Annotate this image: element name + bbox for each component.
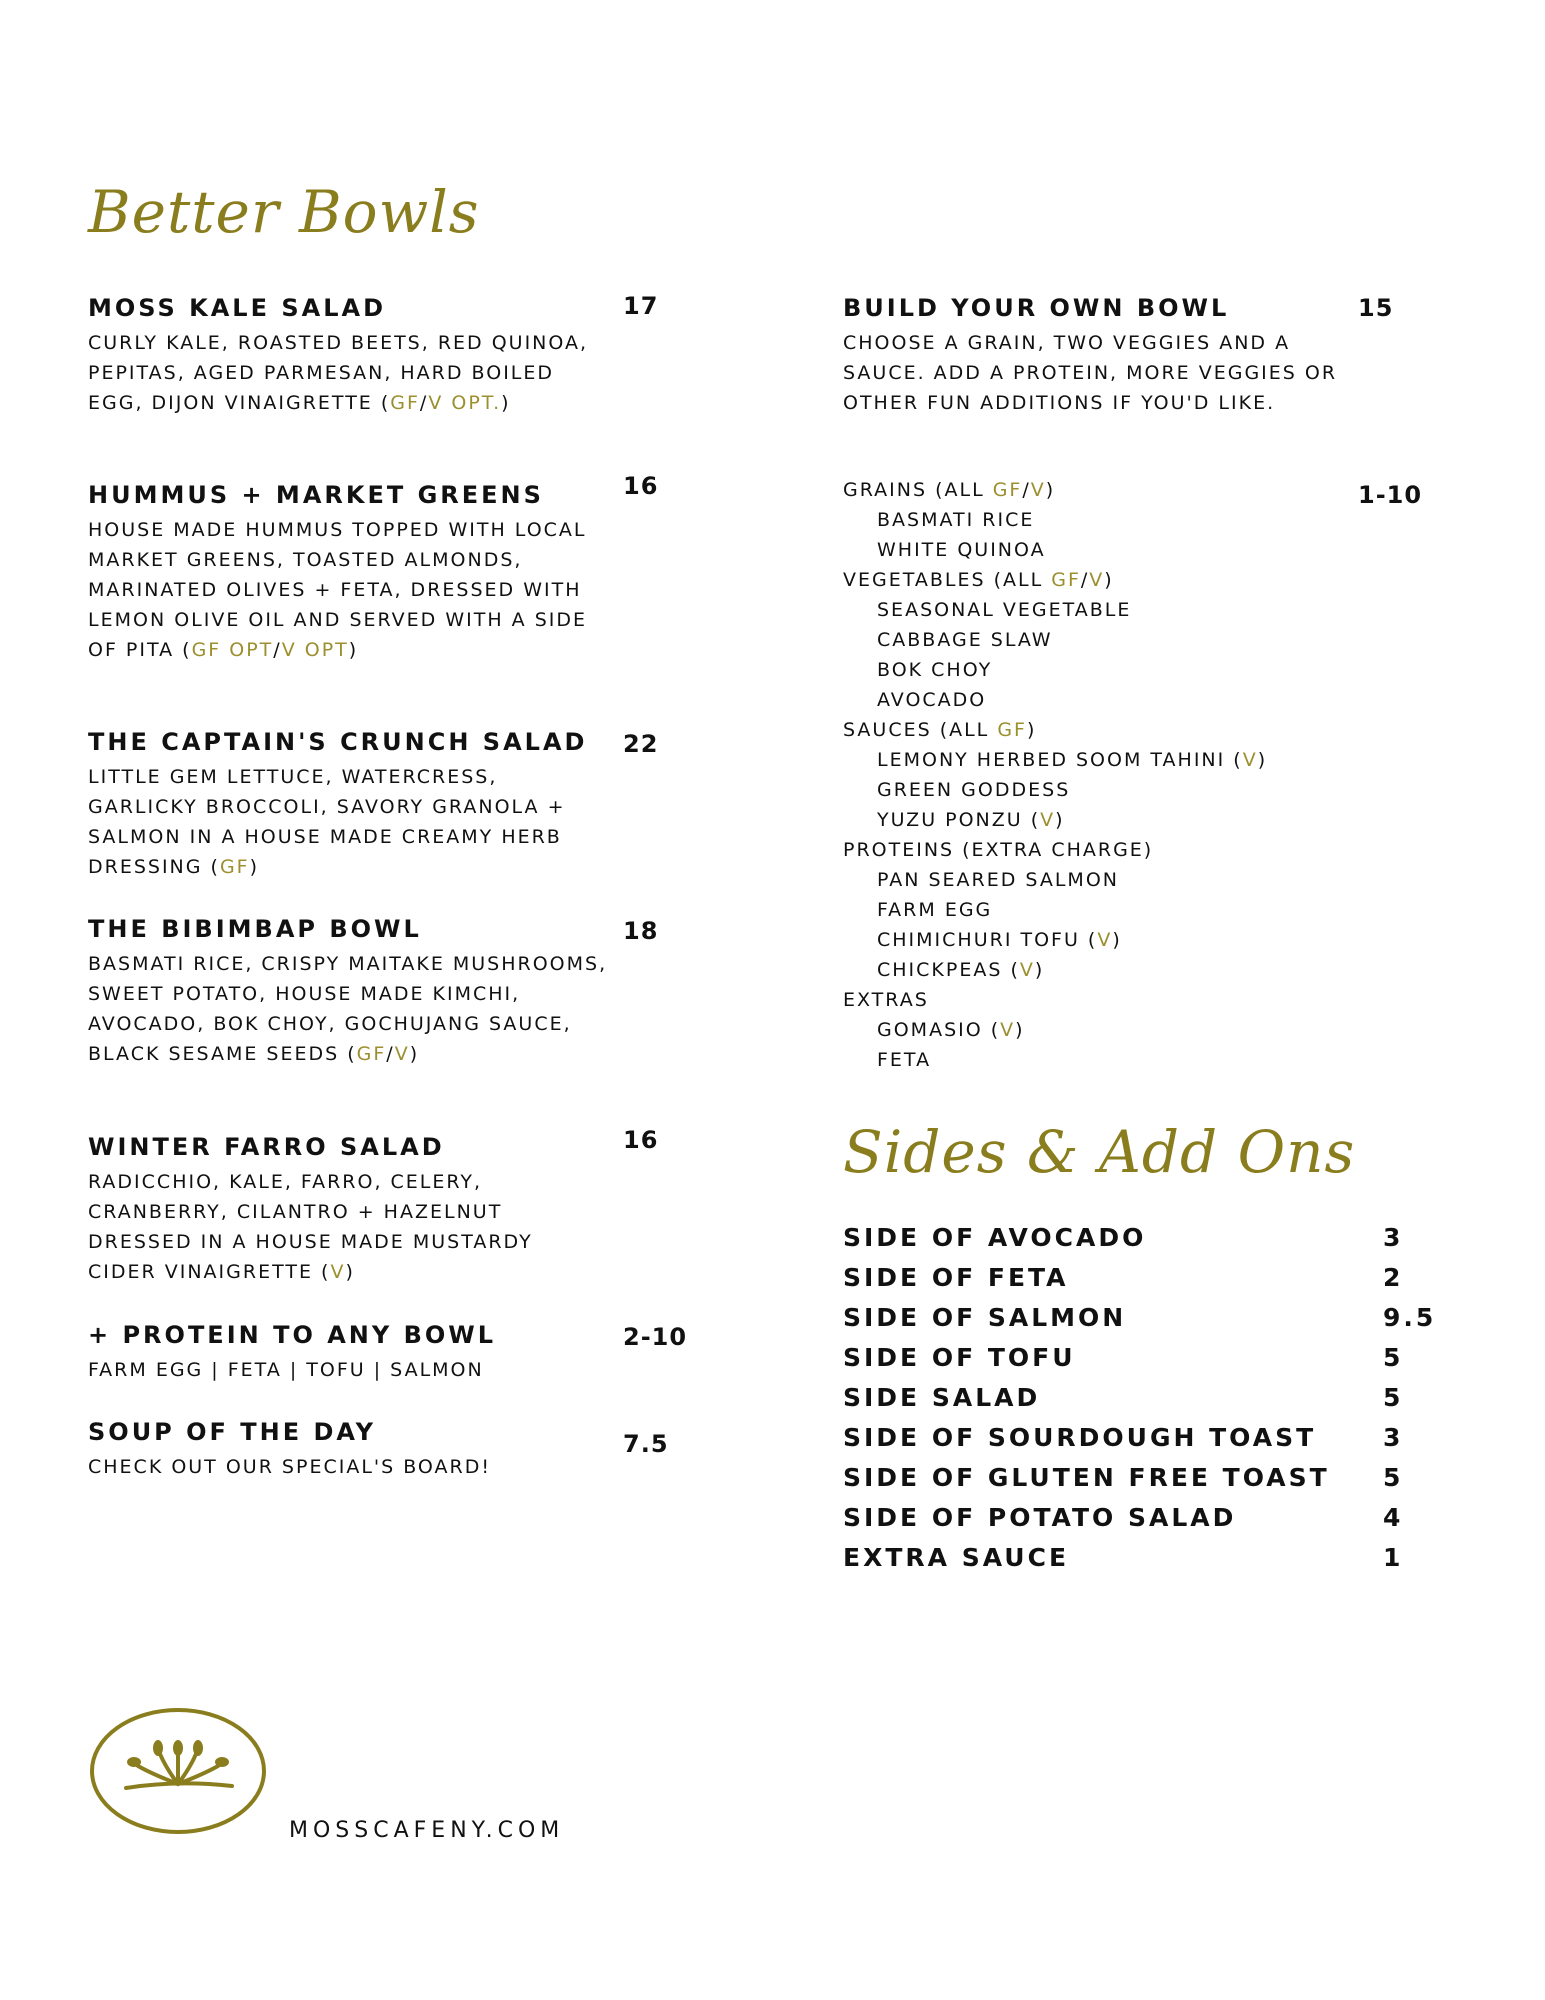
option-text: FARM EGG: [877, 899, 993, 921]
item-description: [88, 762, 608, 882]
tag-separator: /: [419, 392, 429, 414]
menu-item: [843, 294, 1343, 418]
side-price: 3: [1383, 1223, 1404, 1252]
diet-tag: GF: [356, 1043, 387, 1065]
diet-tag: GF OPT: [191, 639, 274, 661]
side-item: [843, 1383, 1443, 1412]
side-item: [843, 1263, 1443, 1292]
side-item: [843, 1223, 1443, 1252]
option-item: [843, 1015, 1343, 1045]
side-item: [843, 1423, 1443, 1452]
diet-tag: V: [1030, 479, 1046, 501]
desc-text: RADICCHIO, KALE, FARRO, CELERY, CRANBERRY, CILANTRO + HAZELNUT DRESSED IN A HOUSE MADE MUSTARDY CIDER VINAIGRETTE (: [88, 1171, 533, 1283]
byo-options: [843, 475, 1343, 1075]
item-name: + PROTEIN TO ANY BOWL: [88, 1321, 497, 1349]
diet-tag: V OPT: [281, 639, 349, 661]
option-item: [843, 745, 1343, 775]
option-item: [843, 535, 1343, 565]
menu-item: [88, 915, 608, 1069]
tag-separator: /: [1080, 569, 1090, 591]
menu-item: [88, 1133, 608, 1287]
option-text: ): [1045, 479, 1056, 501]
option-text: CHIMICHURI TOFU (: [877, 929, 1098, 951]
tag-separator: /: [273, 639, 282, 661]
diet-tag: V: [394, 1043, 410, 1065]
side-name: SIDE OF SOURDOUGH TOAST: [843, 1423, 1317, 1452]
option-text: SAUCES (ALL: [843, 719, 998, 741]
option-text: ): [1034, 959, 1045, 981]
desc-text: CHECK OUT OUR SPECIAL'S BOARD!: [88, 1456, 492, 1478]
options-price: 1-10: [1358, 481, 1423, 509]
option-text: CABBAGE SLAW: [877, 629, 1053, 651]
option-text: PROTEINS (EXTRA CHARGE): [843, 839, 1154, 861]
item-price: 7.5: [623, 1430, 669, 1458]
diet-tag: V: [1019, 959, 1035, 981]
side-name: SIDE SALAD: [843, 1383, 1041, 1412]
side-price: 1: [1383, 1543, 1404, 1572]
side-price: 9.5: [1383, 1303, 1437, 1332]
side-price: 5: [1383, 1343, 1404, 1372]
option-text: BASMATI RICE: [877, 509, 1035, 531]
side-price: 2: [1383, 1263, 1404, 1292]
option-text: EXTRAS: [843, 989, 929, 1011]
diet-tag: GF: [219, 856, 250, 878]
item-price: 22: [623, 730, 659, 758]
item-description: [88, 1355, 608, 1385]
option-text: ): [1026, 719, 1037, 741]
option-item: [843, 775, 1343, 805]
side-name: SIDE OF FETA: [843, 1263, 1069, 1292]
desc-text: BASMATI RICE, CRISPY MAITAKE MUSHROOMS, SWEET POTATO, HOUSE MADE KIMCHI, AVOCADO, BOK CHOY, GOCHUJANG SAUCE, BLACK SESAME SEEDS (: [88, 953, 608, 1065]
item-price: 16: [623, 472, 659, 500]
diet-tag: V: [1097, 929, 1113, 951]
side-name: SIDE OF POTATO SALAD: [843, 1503, 1237, 1532]
option-text: ): [1112, 929, 1122, 951]
diet-tag: V: [330, 1261, 346, 1283]
menu-item: [88, 1418, 608, 1482]
option-item: [843, 685, 1343, 715]
option-text: ): [1015, 1019, 1025, 1041]
item-name: WINTER FARRO SALAD: [88, 1133, 445, 1161]
desc-text: ): [501, 392, 511, 414]
diet-tag: V: [1000, 1019, 1016, 1041]
side-name: SIDE OF TOFU: [843, 1343, 1076, 1372]
diet-tag: GF: [997, 719, 1027, 741]
desc-text: CURLY KALE, ROASTED BEETS, RED QUINOA, PEPITAS, AGED PARMESAN, HARD BOILED EGG, DIJON VINAIGRETTE (: [88, 332, 589, 414]
option-item: [843, 655, 1343, 685]
option-group-heading: [843, 985, 1343, 1015]
menu-item: [88, 1321, 608, 1385]
option-item: [843, 865, 1343, 895]
option-group-heading: [843, 835, 1343, 865]
option-group-heading: [843, 565, 1343, 595]
option-text: VEGETABLES (ALL: [843, 569, 1052, 591]
diet-tag: GF: [992, 479, 1023, 501]
option-text: CHICKPEAS (: [877, 959, 1020, 981]
diet-tag: V: [1089, 569, 1105, 591]
option-text: BOK CHOY: [877, 659, 993, 681]
option-item: [843, 895, 1343, 925]
side-price: 5: [1383, 1463, 1404, 1492]
diet-tag: V: [1040, 809, 1056, 831]
option-text: AVOCADO: [877, 689, 987, 711]
section-title-sides: Sides & Add Ons: [843, 1118, 1356, 1186]
website-link[interactable]: MOSSCAFENY.COM: [289, 1818, 565, 1843]
side-name: SIDE OF AVOCADO: [843, 1223, 1147, 1252]
diet-tag: GF: [1051, 569, 1081, 591]
option-item: [843, 505, 1343, 535]
side-item: [843, 1463, 1443, 1492]
option-text: ): [1104, 569, 1114, 591]
option-item: [843, 805, 1343, 835]
side-item: [843, 1343, 1443, 1372]
item-description: [88, 515, 608, 665]
option-text: YUZU PONZU (: [877, 809, 1041, 831]
desc-text: ): [249, 856, 260, 878]
side-item: [843, 1543, 1443, 1572]
side-price: 3: [1383, 1423, 1404, 1452]
option-text: WHITE QUINOA: [877, 539, 1046, 561]
item-name: HUMMUS + MARKET GREENS: [88, 481, 544, 509]
item-price: 15: [1358, 294, 1394, 322]
option-text: ): [1257, 749, 1268, 771]
menu-item: [88, 481, 608, 665]
item-description: [88, 328, 608, 418]
diet-tag: V: [1242, 749, 1258, 771]
menu-item: [88, 294, 608, 418]
side-item: [843, 1303, 1443, 1332]
item-price: 2-10: [623, 1323, 688, 1351]
side-price: 5: [1383, 1383, 1404, 1412]
tag-separator: /: [386, 1043, 395, 1065]
moss-logo-icon: [88, 1706, 268, 1836]
side-name: SIDE OF SALMON: [843, 1303, 1127, 1332]
option-item: [843, 1045, 1343, 1075]
side-price: 4: [1383, 1503, 1404, 1532]
item-price: 18: [623, 917, 659, 945]
option-text: PAN SEARED SALMON: [877, 869, 1119, 891]
option-text: LEMONY HERBED SOOM TAHINI (: [877, 749, 1243, 771]
item-name: BUILD YOUR OWN BOWL: [843, 294, 1230, 322]
desc-text: ): [409, 1043, 420, 1065]
option-text: SEASONAL VEGETABLE: [877, 599, 1132, 621]
option-text: GOMASIO (: [877, 1019, 1001, 1041]
desc-text: HOUSE MADE HUMMUS TOPPED WITH LOCAL MARKET GREENS, TOASTED ALMONDS, MARINATED OLIVES + FETA, DRESSED WITH LEMON OLIVE OIL AND SERVED WITH A SIDE OF PITA (: [88, 519, 588, 661]
option-group-heading: [843, 475, 1343, 505]
item-name: SOUP OF THE DAY: [88, 1418, 377, 1446]
desc-text: ): [348, 639, 359, 661]
menu-item: [88, 728, 608, 882]
side-name: EXTRA SAUCE: [843, 1543, 1070, 1572]
item-name: THE CAPTAIN'S CRUNCH SALAD: [88, 728, 588, 756]
side-name: SIDE OF GLUTEN FREE TOAST: [843, 1463, 1330, 1492]
desc-text: FARM EGG | FETA | TOFU | SALMON: [88, 1359, 484, 1381]
option-text: FETA: [877, 1049, 932, 1071]
option-text: ): [1055, 809, 1065, 831]
option-item: [843, 925, 1343, 955]
item-description: [88, 949, 608, 1069]
option-item: [843, 955, 1343, 985]
tag-separator: /: [1022, 479, 1031, 501]
diet-tag: V OPT.: [428, 392, 502, 414]
section-title-better-bowls: Better Bowls: [88, 178, 480, 246]
item-name: THE BIBIMBAP BOWL: [88, 915, 422, 943]
option-text: GREEN GODDESS: [877, 779, 1071, 801]
item-price: 17: [623, 292, 659, 320]
option-text: GRAINS (ALL: [843, 479, 993, 501]
desc-text: LITTLE GEM LETTUCE, WATERCRESS, GARLICKY BROCCOLI, SAVORY GRANOLA + SALMON IN A HOUSE MADE CREAMY HERB DRESSING (: [88, 766, 566, 878]
item-price: 16: [623, 1126, 659, 1154]
desc-text: ): [345, 1261, 355, 1283]
item-description: [88, 1452, 608, 1482]
option-group-heading: [843, 715, 1343, 745]
option-item: [843, 595, 1343, 625]
diet-tag: GF: [390, 392, 420, 414]
side-item: [843, 1503, 1443, 1532]
option-item: [843, 625, 1343, 655]
item-name: MOSS KALE SALAD: [88, 294, 386, 322]
item-description: [88, 1167, 608, 1287]
item-description: CHOOSE A GRAIN, TWO VEGGIES AND A SAUCE. ADD A PROTEIN, MORE VEGGIES OR OTHER FUN ADDITIONS IF YOU'D LIKE.: [843, 332, 1338, 414]
